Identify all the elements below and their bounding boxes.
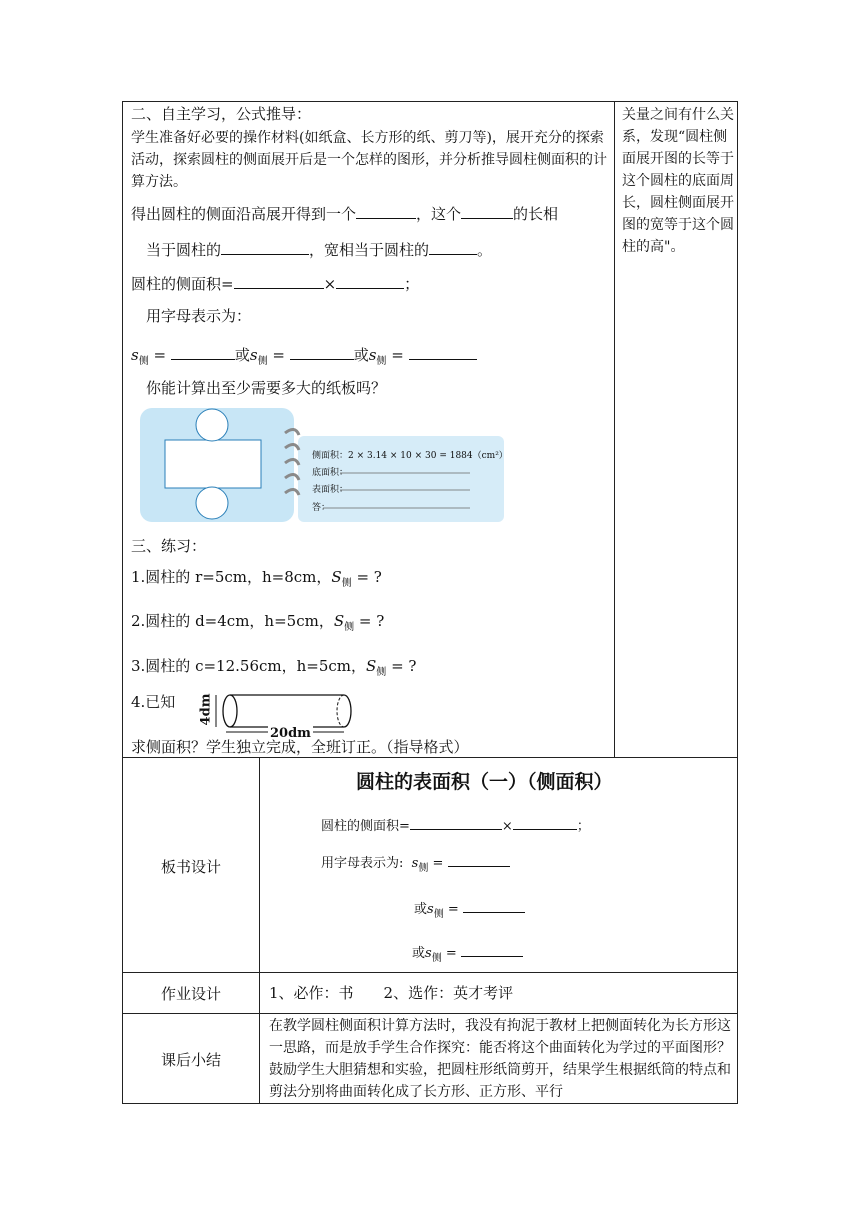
- length-label: 20dm: [270, 726, 311, 741]
- homework-label: 作业设计: [160, 985, 221, 1003]
- exercise-4-instruction: 求侧面积？学生独立完成，全班订正。（指导格式）: [131, 738, 469, 756]
- cylinder-net-figure: [140, 406, 508, 524]
- exercise-2: 2.圆柱的 d=4cm，h=5cm，$S_侧$ = ?: [131, 612, 385, 633]
- teacher-side-note: 关量之间有什么关系，发现“圆柱侧面展开图的长等于这个圆柱的底面周长，圆柱侧面展开图的宽等于这个圆柱的高"。: [622, 107, 734, 255]
- summary-label: 课后小结: [160, 1051, 221, 1069]
- board-letter-formula-1: 用字母表示为: $s_侧$ =: [321, 850, 510, 875]
- board-title: 圆柱的表面积（一）（侧面积）: [356, 771, 613, 793]
- area-formula-line: 圆柱的侧面积= × ；: [131, 272, 419, 294]
- net-bottom-circle: [196, 487, 228, 519]
- intro-paragraph: 学生准备好必要的操作材料(如纸盒、长方形的纸、剪刀等)，展开充分的探索活动，探索圆柱的侧面展开后是一个怎样的图形，并分析推导圆柱侧面积的计算方法。: [131, 130, 607, 190]
- net-rectangle: [165, 440, 261, 488]
- exercise-3: 3.圆柱的 c=12.56cm，h=5cm，$S_侧$ = ?: [131, 657, 417, 678]
- section-heading: 二、自主学习，公式推导：: [131, 105, 312, 123]
- cylinder-diagram: [196, 690, 360, 741]
- net-top-circle: [196, 409, 228, 441]
- notebook-line-4: 答：: [312, 503, 331, 513]
- cardboard-question: 你能计算出至少需要多大的纸板吗？: [146, 379, 387, 397]
- letter-formulas: $s_侧$ = 或$s_侧$ = 或$s_侧$ =: [131, 343, 477, 368]
- fill-line-1: 得出圆柱的侧面沿高展开得到一个 ，这个 的长相: [131, 202, 558, 224]
- exercise-4: 4.已知: [131, 693, 176, 711]
- notebook-line-2: 底面积：: [312, 468, 349, 478]
- fill-line-2: 当于圆柱的 ，宽相当于圆柱的 。: [146, 238, 492, 260]
- exercise-1: 1.圆柱的 r=5cm，h=8cm，$S_侧$ = ?: [131, 568, 382, 589]
- practice-heading: 三、练习：: [131, 537, 207, 555]
- letters-label: 用字母表示为：: [146, 307, 252, 325]
- board-letter-formula-2: 或$s_侧$ =: [414, 896, 525, 921]
- board-label: 板书设计: [160, 858, 221, 876]
- notebook-line-3: 表面积：: [312, 485, 349, 495]
- homework-content: 1、必作：书 2、选作：英才考评: [269, 984, 514, 1002]
- height-label: 4dm: [198, 693, 214, 726]
- summary-content: 在教学圆柱侧面积计算方法时，我没有拘泥于教材上把侧面转化为长方形这一思路，而是放手学生合作探究：能否将这个曲面转化为学过的平面图形？鼓励学生大胆猜想和实验，把圆柱形纸筒剪开，结果学生根据纸筒的特点和剪法分别将曲面转化成了长方形、正方形、平行: [269, 1018, 731, 1100]
- board-letter-formula-3: 或$s_侧$ =: [412, 940, 523, 965]
- board-area-formula: 圆柱的侧面积= × ；: [321, 813, 590, 837]
- notebook-line-1: 侧面积：2 × 3.14 × 10 × 30 = 1884（cm²）: [312, 451, 508, 461]
